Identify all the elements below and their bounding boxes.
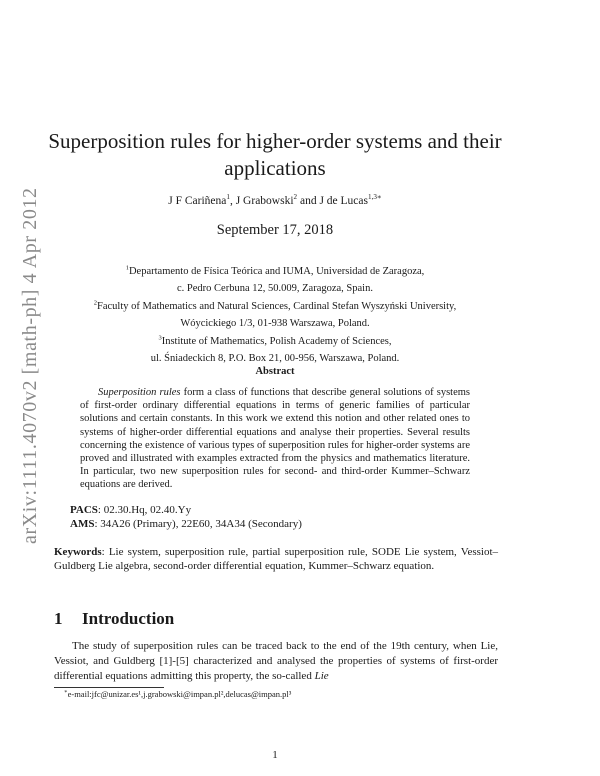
- author-grabowski: J Grabowski: [235, 195, 294, 207]
- classification-codes: [70, 504, 302, 531]
- intro-text: The study of superposition rules can be traced back to the end of the 19th century, when Lie, Vessiot, and Guldberg [1]-[5] characterized and analysed the properties of systems of first-order differential equations admitting this property, the so-called: [54, 640, 498, 683]
- abstract-heading: Abstract: [255, 366, 295, 377]
- affiliation-mark: 1: [125, 264, 129, 272]
- title-line-2: applications: [224, 156, 326, 180]
- footnote: [64, 689, 291, 699]
- affiliation-mark: 3: [158, 334, 162, 342]
- authors: [40, 195, 510, 207]
- affiliation-text: c. Pedro Cerbuna 12, 50.009, Zaragoza, Spain.: [177, 283, 373, 295]
- author-grabowski-affil: 2: [293, 193, 298, 202]
- affiliation-line: [40, 298, 510, 315]
- section-heading: [54, 609, 174, 629]
- title-line-1: Superposition rules for higher-order systems and their: [48, 129, 502, 153]
- affiliation-line: [40, 280, 510, 297]
- keywords-value: : Lie system, superposition rule, partial superposition rule, SODE Lie system, Vessiot–Guldberg Lie algebra, second-order differential equation, Kummer–Schwarz equation.: [54, 546, 498, 572]
- pacs-label: PACS: [70, 504, 98, 516]
- keywords-label: Keywords: [54, 546, 102, 558]
- affiliation-text: ul. Śniadeckich 8, P.O. Box 21, 00-956, Warszawa, Poland.: [150, 353, 400, 365]
- ams-value: : 34A26 (Primary), 22E60, 34A34 (Secondary): [94, 517, 302, 530]
- abstract-emphasis: Superposition rules: [98, 387, 181, 398]
- pacs-value: : 02.30.Hq, 02.40.Yy: [97, 504, 192, 516]
- author-separator: ,: [229, 195, 236, 207]
- affiliation-line: [40, 350, 510, 367]
- intro-emphasis: Lie: [314, 670, 329, 683]
- paper-date: September 17, 2018: [216, 222, 334, 238]
- keywords: [54, 546, 498, 573]
- author-de-lucas: J de Lucas: [319, 195, 368, 207]
- affiliation-line: [40, 315, 510, 332]
- abstract-body: [80, 386, 470, 492]
- author-carinena: J F Cariñena: [168, 195, 227, 207]
- ams-line: [70, 518, 302, 532]
- arxiv-identifier: arXiv:1111.4070v2 [math-ph] 4 Apr 2012: [19, 187, 41, 544]
- footnote-rule: [54, 687, 164, 688]
- affiliation-line: [40, 333, 510, 350]
- affiliations: [40, 263, 510, 367]
- author-de-lucas-affil: 1,3∗: [368, 193, 382, 202]
- affiliation-text: Departamento de Física Teórica and IUMA, Universidad de Zaragoza,: [128, 266, 425, 277]
- ams-label: AMS: [70, 517, 95, 530]
- section-title: Introduction: [82, 609, 175, 628]
- affiliation-text: Faculty of Mathematics and Natural Sciences, Cardinal Stefan Wyszyński University,: [97, 300, 457, 312]
- intro-paragraph: [54, 639, 498, 685]
- section-number: 1: [54, 609, 63, 628]
- abstract-text: form a class of functions that describe general solutions of systems of first-order ordinary differential equations in terms of generic families of particular solutions and certain constants. In this work we extend this notion and other related ones to systems of higher-order differential equations and analyse their properties. Several results concerning the existence of various types of superposition rules for higher-order systems are proved and illustrated with examples extracted from the physics and mathematics literature. In particular, two new superposition rules for second- and third-order Kummer–Schwarz equations are derived.: [80, 387, 470, 491]
- affiliation-mark: 2: [93, 299, 98, 307]
- affiliation-line: [40, 263, 510, 280]
- page-number: 1: [272, 749, 278, 761]
- pacs-line: [70, 504, 302, 518]
- affiliation-text: Wóycickiego 1/3, 01-938 Warszawa, Poland.: [180, 318, 370, 330]
- paper-title: [40, 128, 510, 182]
- author-separator: and: [297, 195, 320, 207]
- author-carinena-affil: 1: [226, 193, 230, 202]
- footnote-text: e-mail:jfc@unizar.es¹,j.grabowski@impan.pl²,delucas@impan.pl³: [67, 689, 292, 699]
- footnote-mark: ∗: [64, 689, 68, 696]
- affiliation-text: Institute of Mathematics, Polish Academy of Sciences,: [161, 335, 392, 347]
